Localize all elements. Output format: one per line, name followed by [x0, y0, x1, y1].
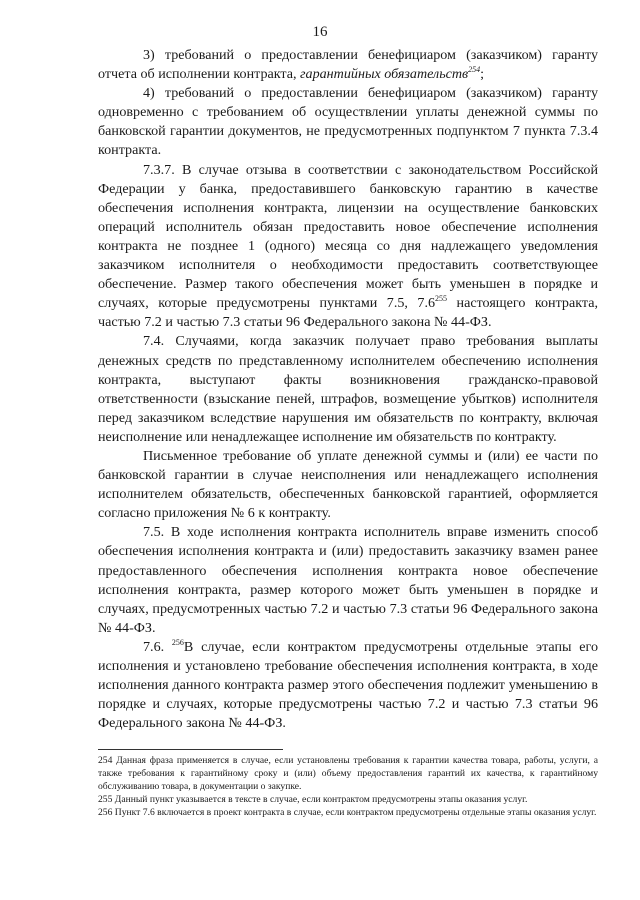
page-number: 16	[312, 24, 328, 40]
paragraph-item-3: 3) требований о предоставлении бенефициаром (заказчиком) гаранту отчета об исполнении контракта, гарантийных обязательств$^{254}$;	[98, 47, 598, 83]
footnote-255: 255 Данный пункт указывается в тексте в случае, если контрактом предусмотрены этапы оказания услуг.	[98, 794, 528, 805]
footnote-256: 256 Пункт 7.6 включается в проект контракта в случае, если контрактом предусмотрены отдельные этапы оказания услуг.	[98, 807, 597, 818]
paragraph-item-4: 4) требований о предоставлении бенефициаром (заказчиком) гаранту одновременно с требованием об осуществлении уплаты денежной суммы по банковской гарантии документов, не предусмотренных подпунктом 7 пункта 7.3.4 контракта.	[98, 85, 598, 159]
footnote-ref-256[interactable]: 256	[171, 637, 184, 647]
document-body	[98, 46, 598, 733]
paragraph-written-demand: Письменное требование об уплате денежной суммы и (или) ее части по банковской гарантии в случае неисполнения или ненадлежащего исполнения исполнителем обязательств, обеспеченных банковской гарантией, оформляется согласно приложения № 6 к контракту.	[98, 447, 598, 522]
footnotes	[98, 754, 598, 819]
paragraph-7-3-7: 7.3.7. В случае отзыва в соответствии с законодательством Российской Федерации у банка, предоставившего банковскую гарантию в качестве обеспечения исполнения контракта, лицензии на осуществление банковских операций исполнитель обязан предоставить новое обеспечение исполнения контракта не позднее 1 (одного) месяца со дня надлежащего уведомления заказчиком исполнителя о необходимости предоставить соответствующее обеспечение. Размер такого обеспечения может быть уменьшен в порядке и случаях, которые предусмотрены пунктами 7.5, $7.6^{255}$ настоящего контракта, частью 7.2 и частью 7.3 статьи 96 Федерального закона № 44-ФЗ.	[98, 161, 598, 331]
footnote-ref-254[interactable]: 254	[468, 65, 481, 75]
italic-phrase: гарантийных обязательств	[300, 66, 469, 83]
paragraph-7-5: 7.5. В ходе исполнения контракта исполнитель вправе изменить способ обеспечения исполнения контракта и (или) предоставить заказчику взамен ранее предоставленного обеспечения исполнения контракта новое обеспечение исполнения контракта, размер которого может быть уменьшен в порядке и случаях, предусмотренных частью 7.2 и частью 7.3 статьи 96 Федерального закона № 44-ФЗ.	[98, 524, 598, 636]
footnote-254: 254 Данная фраза применяется в случае, если установлены требования к гарантии качества товара, работы, услуги, а также требования к гарантийному сроку и (или) объему предоставления гарантий их качества, к гарантийному обслуживанию товара, в документации о закупке.	[98, 755, 598, 792]
footnote-ref-255[interactable]: 255	[435, 294, 448, 304]
footnote-separator	[98, 749, 283, 750]
paragraph-7-6: 7.6. $^{256}$В случае, если контрактом предусмотрены отдельные этапы его исполнения и установлено требование обеспечения исполнения контракта, в ходе исполнения данного контракта размер этого обеспечения подлежит уменьшению в порядке и случаях, которые предусмотрены частью 7.2 и частью 7.3 статьи 96 Федерального закона № 44-ФЗ.	[98, 637, 598, 732]
paragraph-7-4: 7.4. Случаями, когда заказчик получает право требования выплаты денежных средств по представленному исполнителем обеспечению исполнения контракта, выступают факты возникновения гражданско-правовой ответственности (взыскание пеней, штрафов, возмещение убытков) исполнителя перед заказчиком вследствие нарушения им обязательств по контракту, включая неисполнение или ненадлежащее исполнение им обязательств по контракту.	[98, 333, 598, 445]
